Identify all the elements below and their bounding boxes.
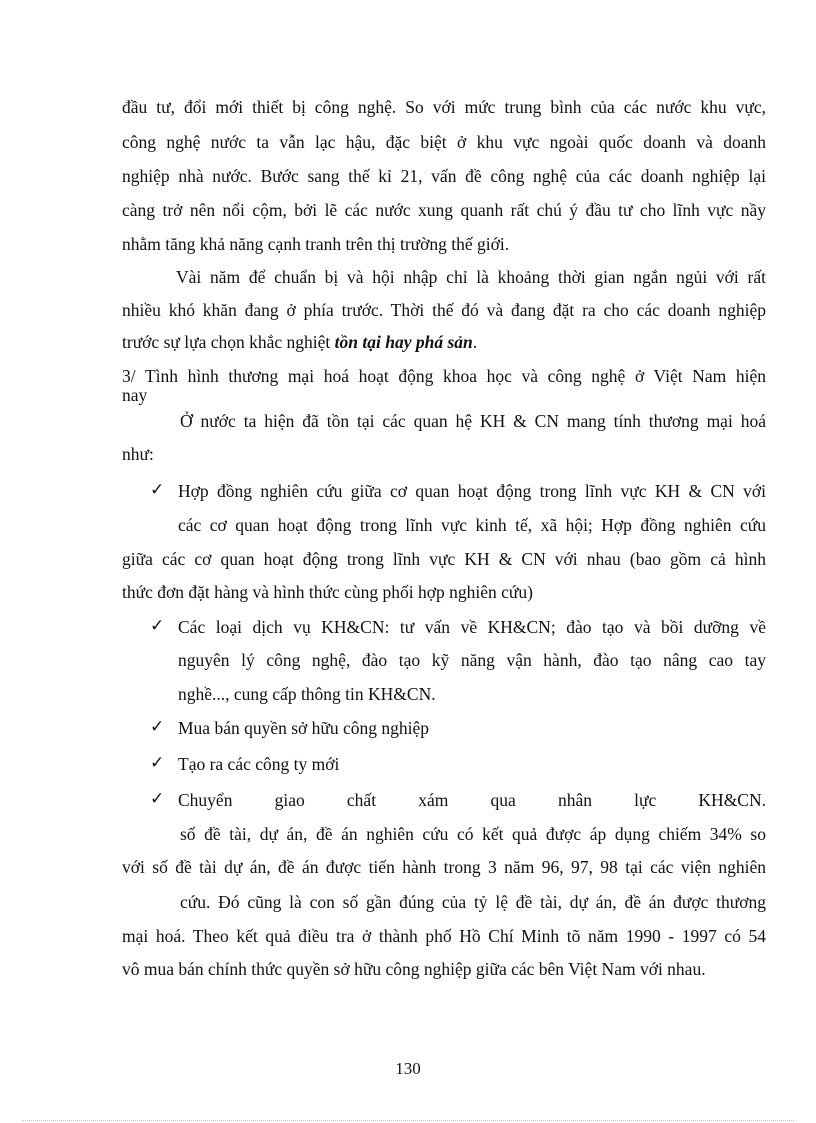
checkmark-icon: ✓ bbox=[150, 616, 165, 636]
bullet-text: giữa các cơ quan hoạt động trong lĩnh vực KH & CN với nhau (bao gồm cả hình bbox=[122, 549, 766, 569]
paragraph-line-emphasis bbox=[122, 330, 766, 354]
bullet-text: Chuyển giao chất xám qua nhân lực KH&CN. bbox=[178, 790, 766, 810]
bullet-text: thức đơn đặt hàng và hình thức cùng phối hợp nghiên cứu) bbox=[122, 582, 533, 602]
paragraph-line: nhằm tăng khả năng cạnh tranh trên thị trường thế giới. bbox=[122, 234, 510, 254]
page-bottom-divider bbox=[22, 1120, 794, 1121]
bullet-text: các cơ quan hoạt động trong lĩnh vực kinh tế, xã hội; Hợp đồng nghiên cứu bbox=[178, 515, 766, 535]
checkmark-icon: ✓ bbox=[150, 480, 165, 500]
paragraph-line: nghiệp nhà nước. Bước sang thế kỉ 21, vấn đề công nghệ của các doanh nghiệp lại bbox=[122, 166, 766, 186]
bullet-text: Các loại dịch vụ KH&CN: tư vấn về KH&CN; đào tạo và bồi dưỡng về bbox=[178, 617, 766, 637]
bullet-text: Mua bán quyền sở hữu công nghiệp bbox=[178, 718, 430, 738]
bullet-text: nguyên lý công nghệ, đào tạo kỹ năng vận hành, đào tạo nâng cao tay bbox=[178, 650, 766, 670]
intro-line: như: bbox=[122, 444, 154, 464]
checkmark-icon: ✓ bbox=[150, 717, 165, 737]
paragraph-line: công nghệ nước ta vẫn lạc hậu, đặc biệt ở khu vực ngoài quốc doanh và doanh bbox=[122, 132, 766, 152]
text-span: trước sự lựa chọn khắc nghiệt bbox=[122, 332, 335, 352]
page-number: 130 bbox=[395, 1059, 421, 1078]
paragraph-line: càng trở nên nổi cộm, bởi lẽ các nước xung quanh rất chú ý đầu tư cho lĩnh vực nầy bbox=[122, 200, 766, 220]
text-span: . bbox=[472, 332, 478, 352]
paragraph-line: nhiều khó khăn đang ở phía trước. Thời thế đó và đang đặt ra cho các doanh nghiệp bbox=[122, 300, 766, 320]
section-heading-cont: nay bbox=[122, 385, 148, 405]
paragraph-line: cứu. Đó cũng là con số gần đúng của tỷ lệ đề tài, dự án, đề án được thương bbox=[180, 892, 766, 912]
paragraph-line: Vài năm để chuẩn bị và hội nhập chỉ là khoảng thời gian ngắn ngủi với rất bbox=[176, 267, 766, 287]
checkmark-icon: ✓ bbox=[150, 753, 165, 773]
paragraph-line: vô mua bán chính thức quyền sở hữu công nghiệp giữa các bên Việt Nam với nhau. bbox=[122, 959, 706, 979]
bullet-text: Tạo ra các công ty mới bbox=[178, 754, 340, 774]
bullet-text: Hợp đồng nghiên cứu giữa cơ quan hoạt động trong lĩnh vực KH & CN với bbox=[178, 481, 766, 501]
paragraph-line: đầu tư, đổi mới thiết bị công nghệ. So với mức trung bình của các nước khu vực, bbox=[122, 97, 766, 117]
bullet-text: nghề..., cung cấp thông tin KH&CN. bbox=[178, 684, 436, 704]
checkmark-icon: ✓ bbox=[150, 789, 165, 809]
emphasis-text: tồn tại hay phá sản bbox=[334, 332, 473, 352]
paragraph-line: mại hoá. Theo kết quả điều tra ở thành phố Hồ Chí Minh tõ năm 1990 - 1997 có 54 bbox=[122, 926, 766, 946]
intro-line: Ở nước ta hiện đã tồn tại các quan hệ KH & CN mang tính thương mại hoá bbox=[180, 411, 766, 431]
paragraph-line: số đề tài, dự án, đề án nghiên cứu có kết quả được áp dụng chiếm 34% so bbox=[180, 824, 766, 844]
paragraph-line: với số đề tài dự án, đề án được tiến hành trong 3 năm 96, 97, 98 tại các viện nghiên bbox=[122, 857, 766, 877]
section-heading: 3/ Tình hình thương mại hoá hoạt động khoa học và công nghệ ở Việt Nam hiện bbox=[122, 366, 766, 386]
